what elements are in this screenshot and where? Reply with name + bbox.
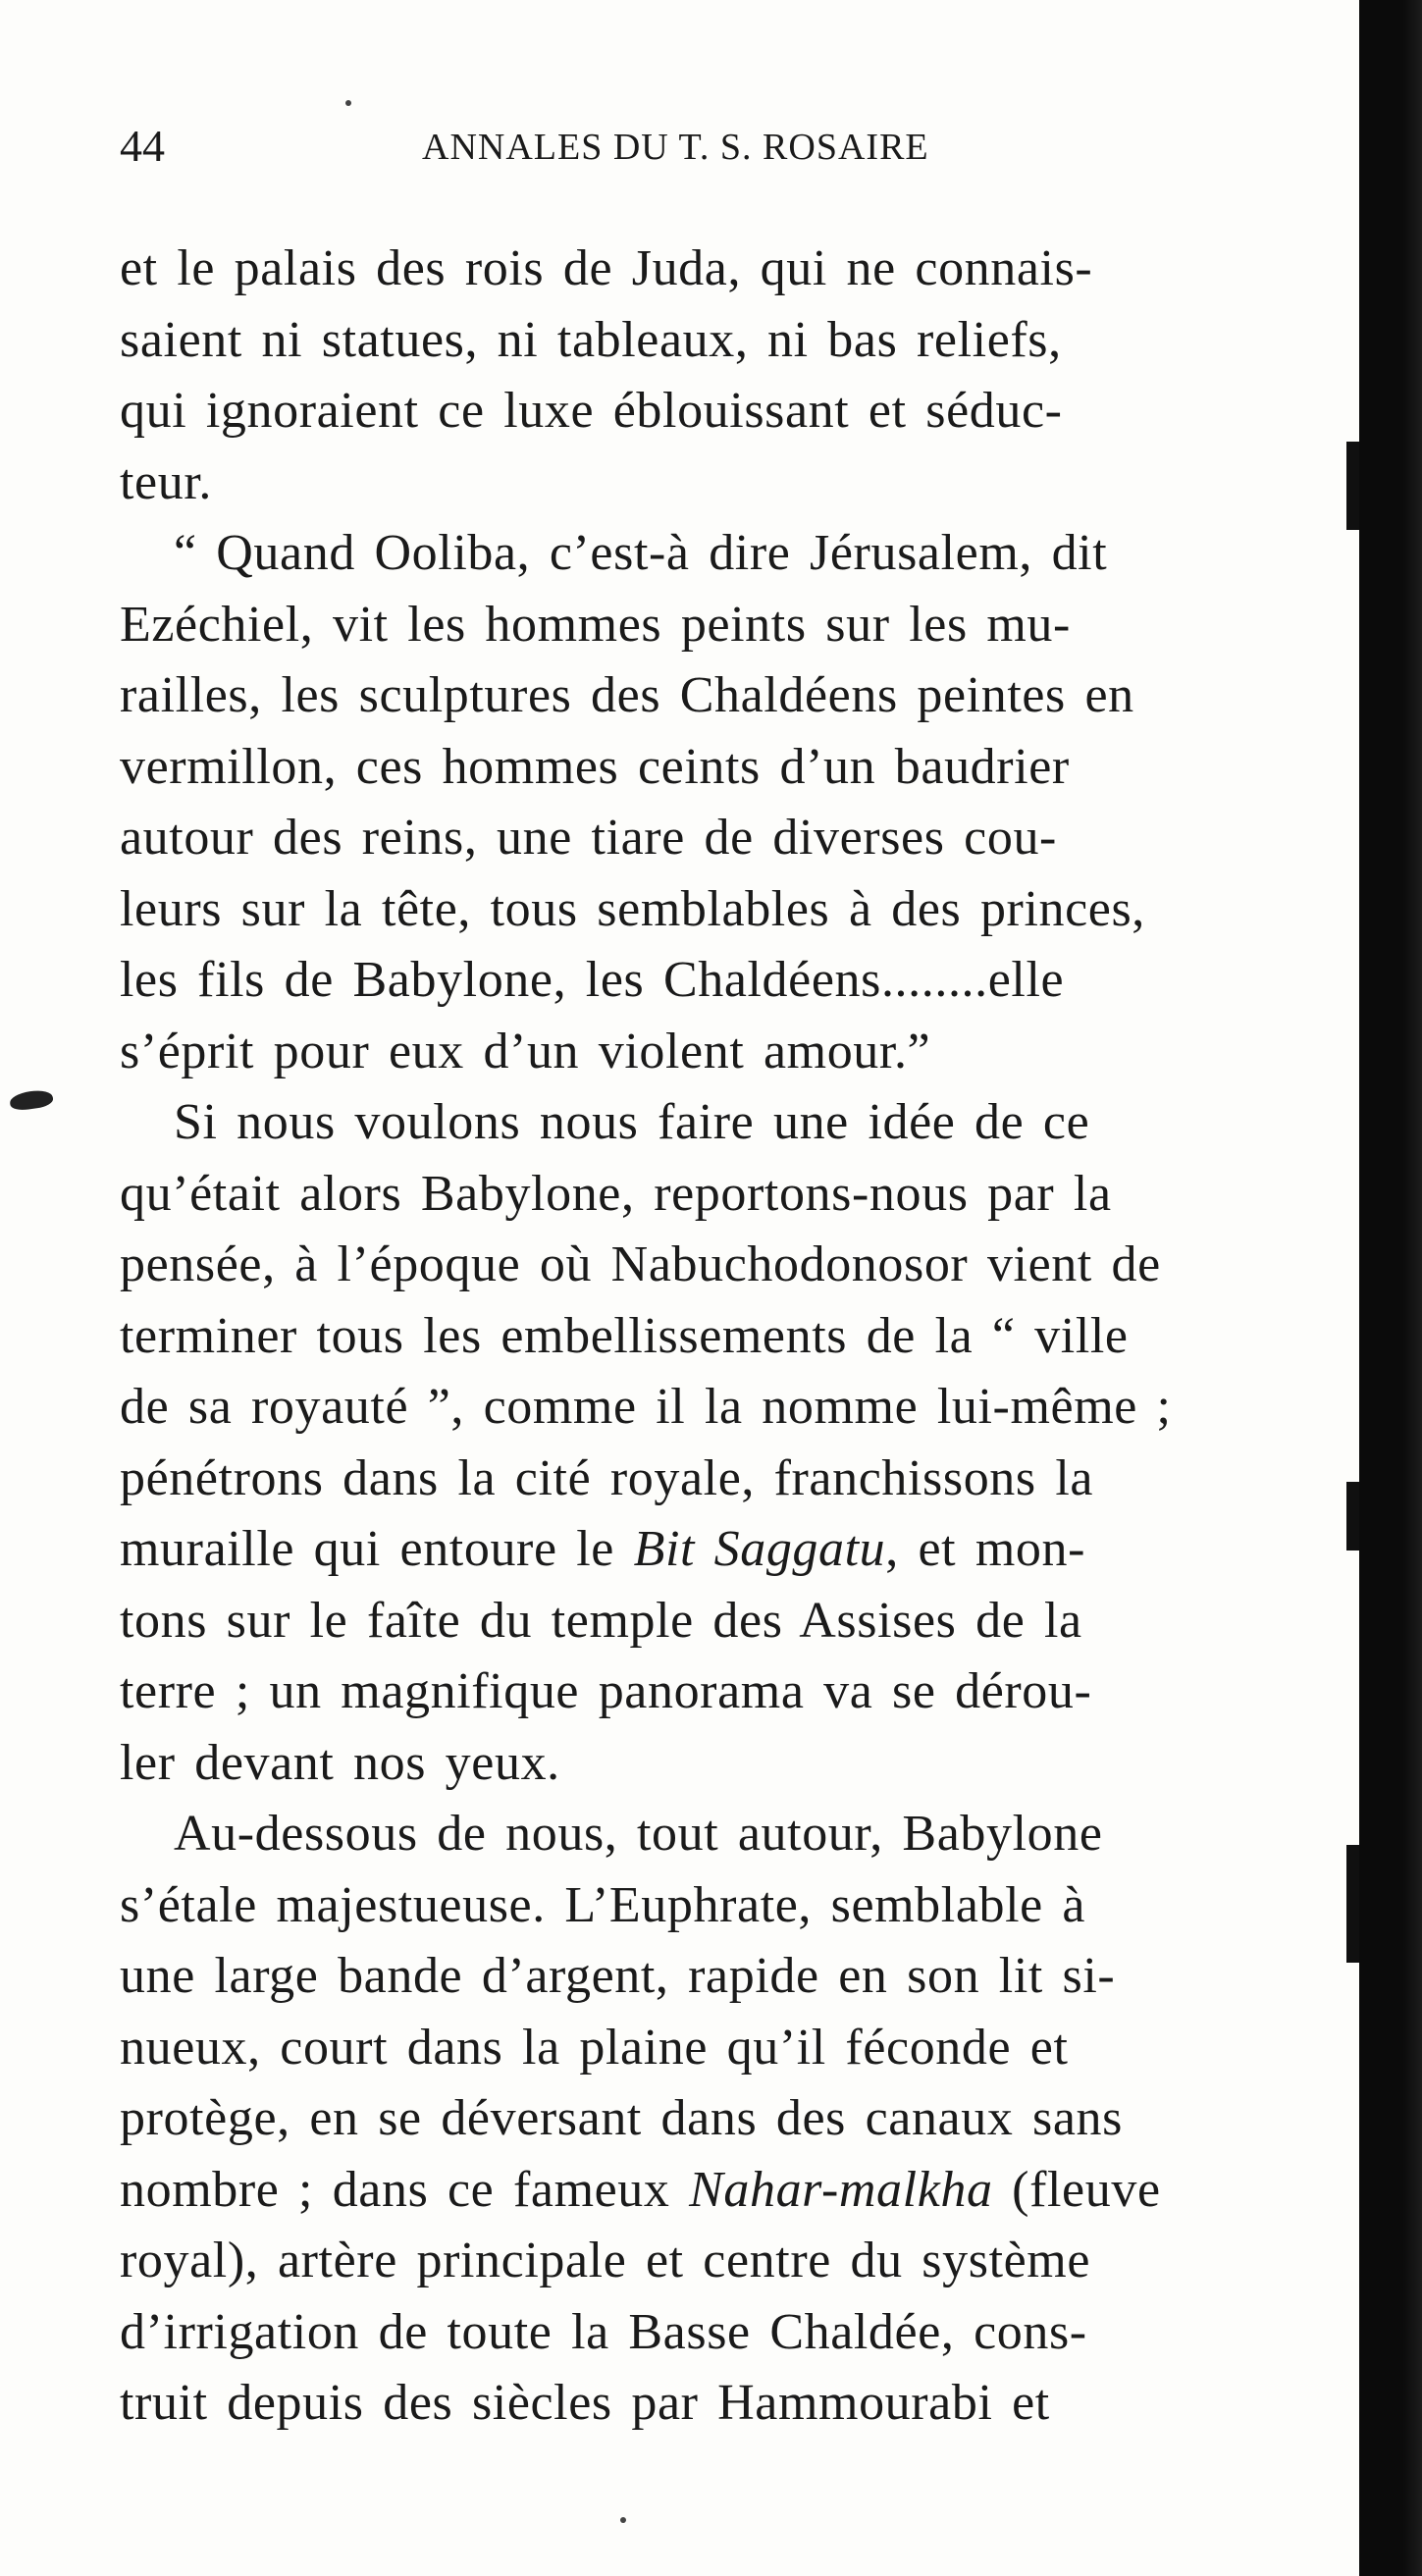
text-line: railles, les sculptures des Chaldéens peintes en <box>120 667 1134 723</box>
text-line: les fils de Babylone, les Chaldéens........elle <box>120 952 1065 1008</box>
text-line: terre ; un magnifique panorama va se dérou- <box>120 1663 1092 1719</box>
text-line: leurs sur la tête, tous semblables à des princes, <box>120 880 1145 937</box>
text-line: s’éprit pour eux d’un violent amour.” <box>120 1023 931 1079</box>
text-line: qui ignoraient ce luxe éblouissant et séduc- <box>120 383 1063 439</box>
italic-term: Nahar-malkha <box>689 2161 993 2218</box>
text-line: pénétrons dans la cité royale, franchissons la <box>120 1449 1094 1506</box>
text-segment: , et mon- <box>885 1521 1085 1577</box>
text-line: de sa royauté ”, comme il la nomme lui-même ; <box>120 1379 1172 1435</box>
text-line: teur. <box>120 453 212 510</box>
ink-speck <box>620 2517 626 2523</box>
body-text <box>120 234 1356 2440</box>
text-line: Si nous voulons nous faire une idée de ce <box>174 1094 1090 1150</box>
text-line: ler devant nos yeux. <box>120 1734 560 1791</box>
text-line <box>120 1514 1356 1586</box>
text-line: truit depuis des siècles par Hammourabi et <box>120 2375 1050 2431</box>
text-line: protège, en se déversant dans des canaux sans <box>120 2090 1123 2146</box>
text-line: Au-dessous de nous, tout autour, Babylone <box>174 1806 1103 1862</box>
binding-shadow-bar <box>1359 0 1422 2576</box>
text-line: tons sur le faîte du temple des Assises de la <box>120 1592 1082 1649</box>
text-segment: (fleuve <box>992 2161 1161 2218</box>
ink-speck <box>345 100 351 106</box>
text-line: royal), artère principale et centre du système <box>120 2233 1091 2288</box>
text-line: et le palais des rois de Juda, qui ne connais- <box>120 240 1093 296</box>
text-line: vermillon, ces hommes ceints d’un baudrier <box>120 738 1070 795</box>
text-line: qu’était alors Babylone, reportons-nous par la <box>120 1165 1112 1222</box>
text-line: terminer tous les embellissements de la “ ville <box>120 1307 1129 1364</box>
text-line: autour des reins, une tiare de diverses cou- <box>120 810 1057 866</box>
text-line: nueux, court dans la plaine qu’il féconde et <box>120 2019 1069 2076</box>
text-segment: nombre ; dans ce fameux <box>120 2161 690 2218</box>
text-line: pensée, à l’époque où Nabuchodonosor vient de <box>120 1236 1161 1292</box>
text-segment: muraille qui entoure le <box>120 1521 634 1577</box>
page-number: 44 <box>120 121 165 171</box>
text-line: Ezéchiel, vit les hommes peints sur les mu- <box>120 596 1071 653</box>
running-title: ANNALES DU T. S. ROSAIRE <box>422 127 929 168</box>
text-line: s’étale majestueuse. L’Euphrate, semblable à <box>120 1876 1086 1933</box>
text-line: “ Quand Ooliba, c’est-à dire Jérusalem, dit <box>174 525 1108 581</box>
text-line: saient ni statues, ni tableaux, ni bas reliefs, <box>120 311 1062 368</box>
text-line <box>120 2155 1356 2227</box>
page-header <box>120 120 1111 179</box>
italic-term: Bit Saggatu <box>633 1521 886 1577</box>
text-line: une large bande d’argent, rapide en son lit si- <box>120 1948 1116 2004</box>
text-line: d’irrigation de toute la Basse Chaldée, cons- <box>120 2303 1087 2360</box>
margin-ink-mark <box>9 1088 54 1112</box>
